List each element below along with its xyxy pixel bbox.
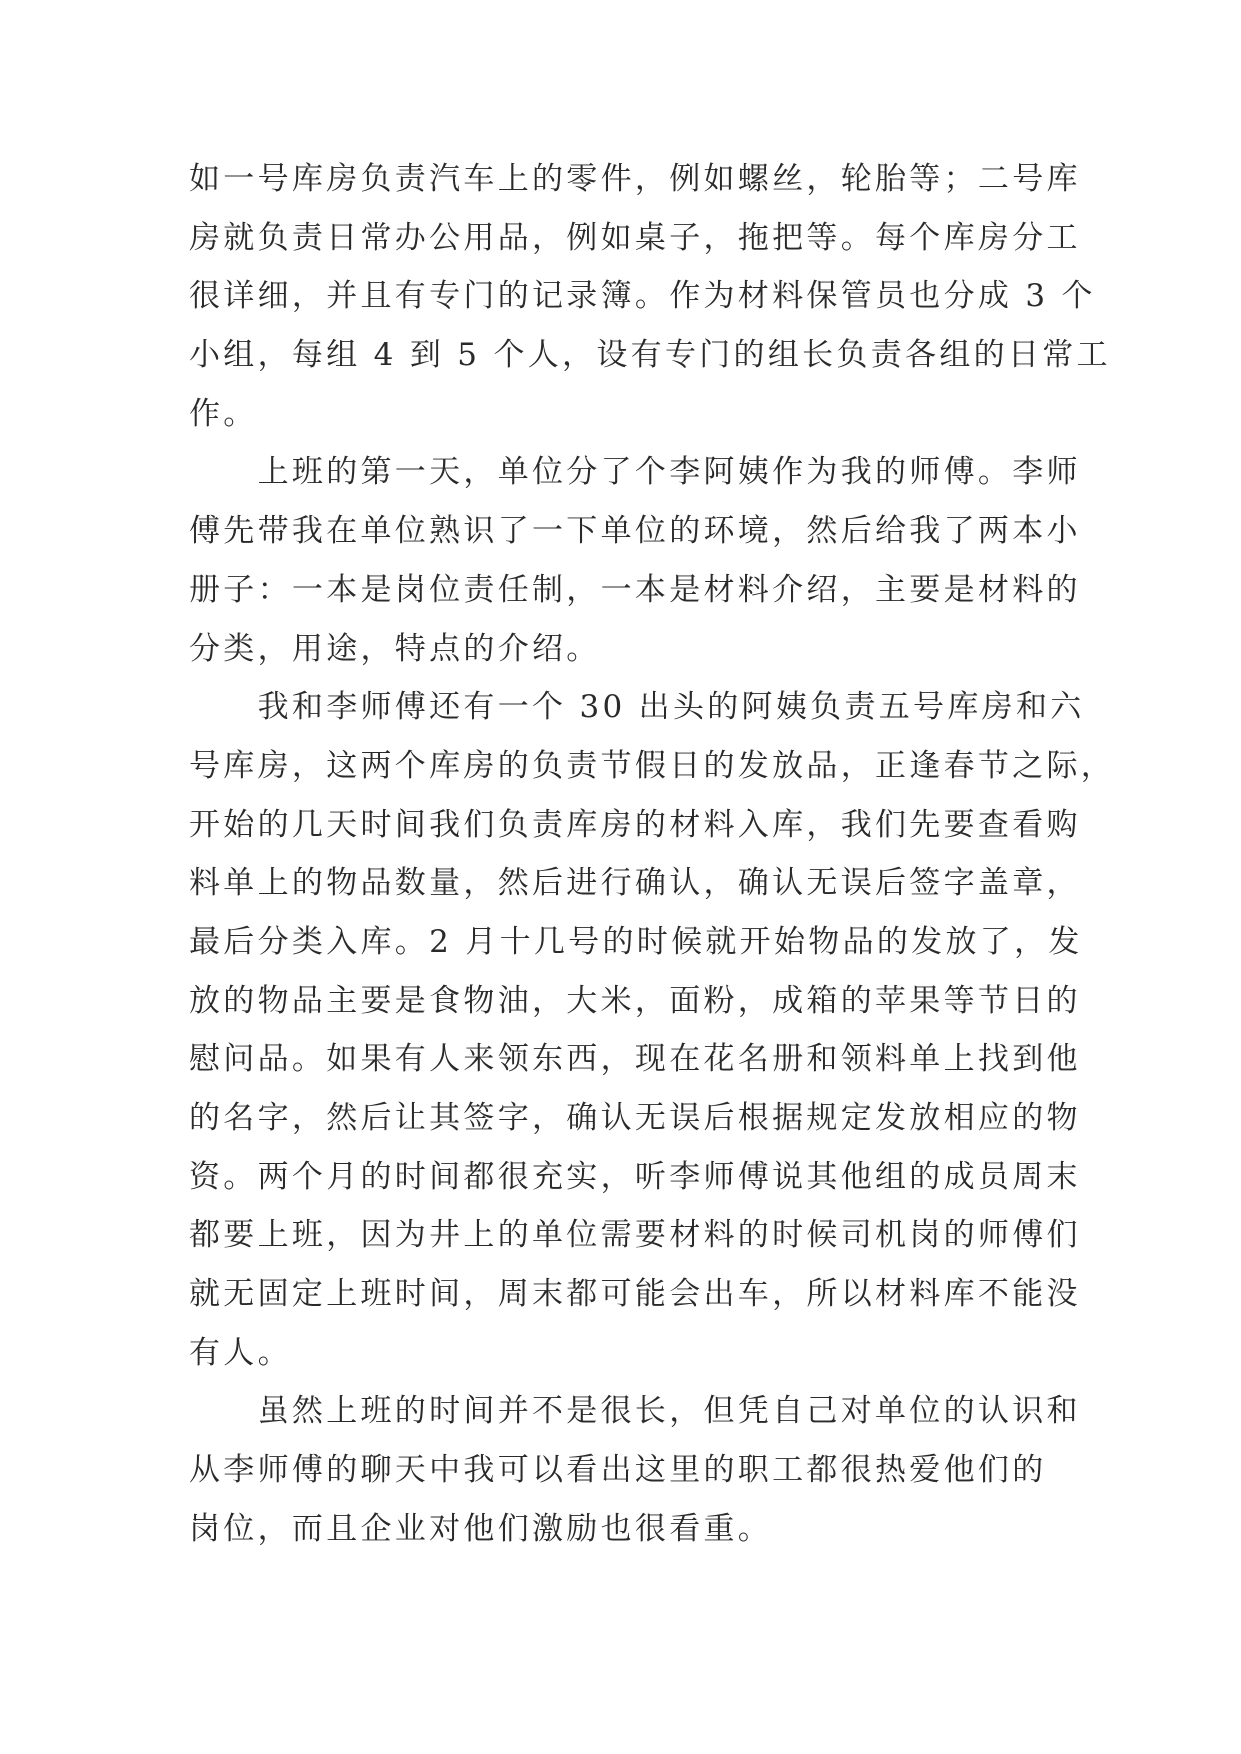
text-line: 号库房，这两个库房的负责节假日的发放品，正逢春节之际， <box>189 747 1116 784</box>
text-line: 都要上班，因为井上的单位需要材料的时候司机岗的师傅们 <box>189 1217 1081 1254</box>
text-line: 傅先带我在单位熟识了一下单位的环境，然后给我了两本小 <box>189 513 1081 550</box>
text-line: 岗位，而且企业对他们激励也很看重。 <box>189 1510 773 1547</box>
paragraph-3 <box>189 678 1116 1382</box>
paragraph-4 <box>189 1382 1081 1558</box>
text-line: 从李师傅的聊天中我可以看出这里的职工都很热爱他们的 <box>189 1452 1047 1489</box>
text-line: 小组，每组 4 到 5 个人，设有专门的组长负责各组的日常工 <box>189 337 1111 374</box>
text-line: 册子：一本是岗位责任制，一本是材料介绍，主要是材料的 <box>189 571 1081 608</box>
text-line: 作。 <box>189 395 258 432</box>
document-body <box>189 150 1116 1559</box>
text-line: 很详细，并且有专门的记录簿。作为材料保管员也分成 3 个 <box>189 278 1096 315</box>
text-line: 有人。 <box>189 1334 292 1371</box>
text-line: 慰问品。如果有人来领东西，现在花名册和领料单上找到他 <box>189 1041 1081 1078</box>
text-line: 虽然上班的时间并不是很长，但凭自己对单位的认识和 <box>189 1393 1081 1430</box>
paragraph-2 <box>189 443 1081 678</box>
text-line: 房就负责日常办公用品，例如桌子，拖把等。每个库房分工 <box>189 219 1081 256</box>
text-line: 资。两个月的时间都很充实，听李师傅说其他组的成员周末 <box>189 1158 1081 1195</box>
text-line: 的名字，然后让其签字，确认无误后根据规定发放相应的物 <box>189 1100 1081 1136</box>
text-line: 就无固定上班时间，周末都可能会出车，所以材料库不能没 <box>189 1276 1081 1313</box>
text-line: 料单上的物品数量，然后进行确认，确认无误后签字盖章， <box>189 865 1081 902</box>
text-line: 上班的第一天，单位分了个李阿姨作为我的师傅。李师 <box>189 454 1081 491</box>
text-line: 如一号库房负责汽车上的零件，例如螺丝，轮胎等；二号库 <box>189 161 1081 197</box>
text-line: 最后分类入库。2 月十几号的时候就开始物品的发放了，发 <box>189 923 1083 960</box>
paragraph-1 <box>189 150 1111 443</box>
text-line: 开始的几天时间我们负责库房的材料入库，我们先要查看购 <box>189 806 1081 843</box>
text-line: 分类，用途，特点的介绍。 <box>189 630 601 667</box>
text-line: 我和李师傅还有一个 30 出头的阿姨负责五号库房和六 <box>189 689 1085 726</box>
text-line: 放的物品主要是食物油，大米，面粉，成箱的苹果等节日的 <box>189 982 1081 1019</box>
